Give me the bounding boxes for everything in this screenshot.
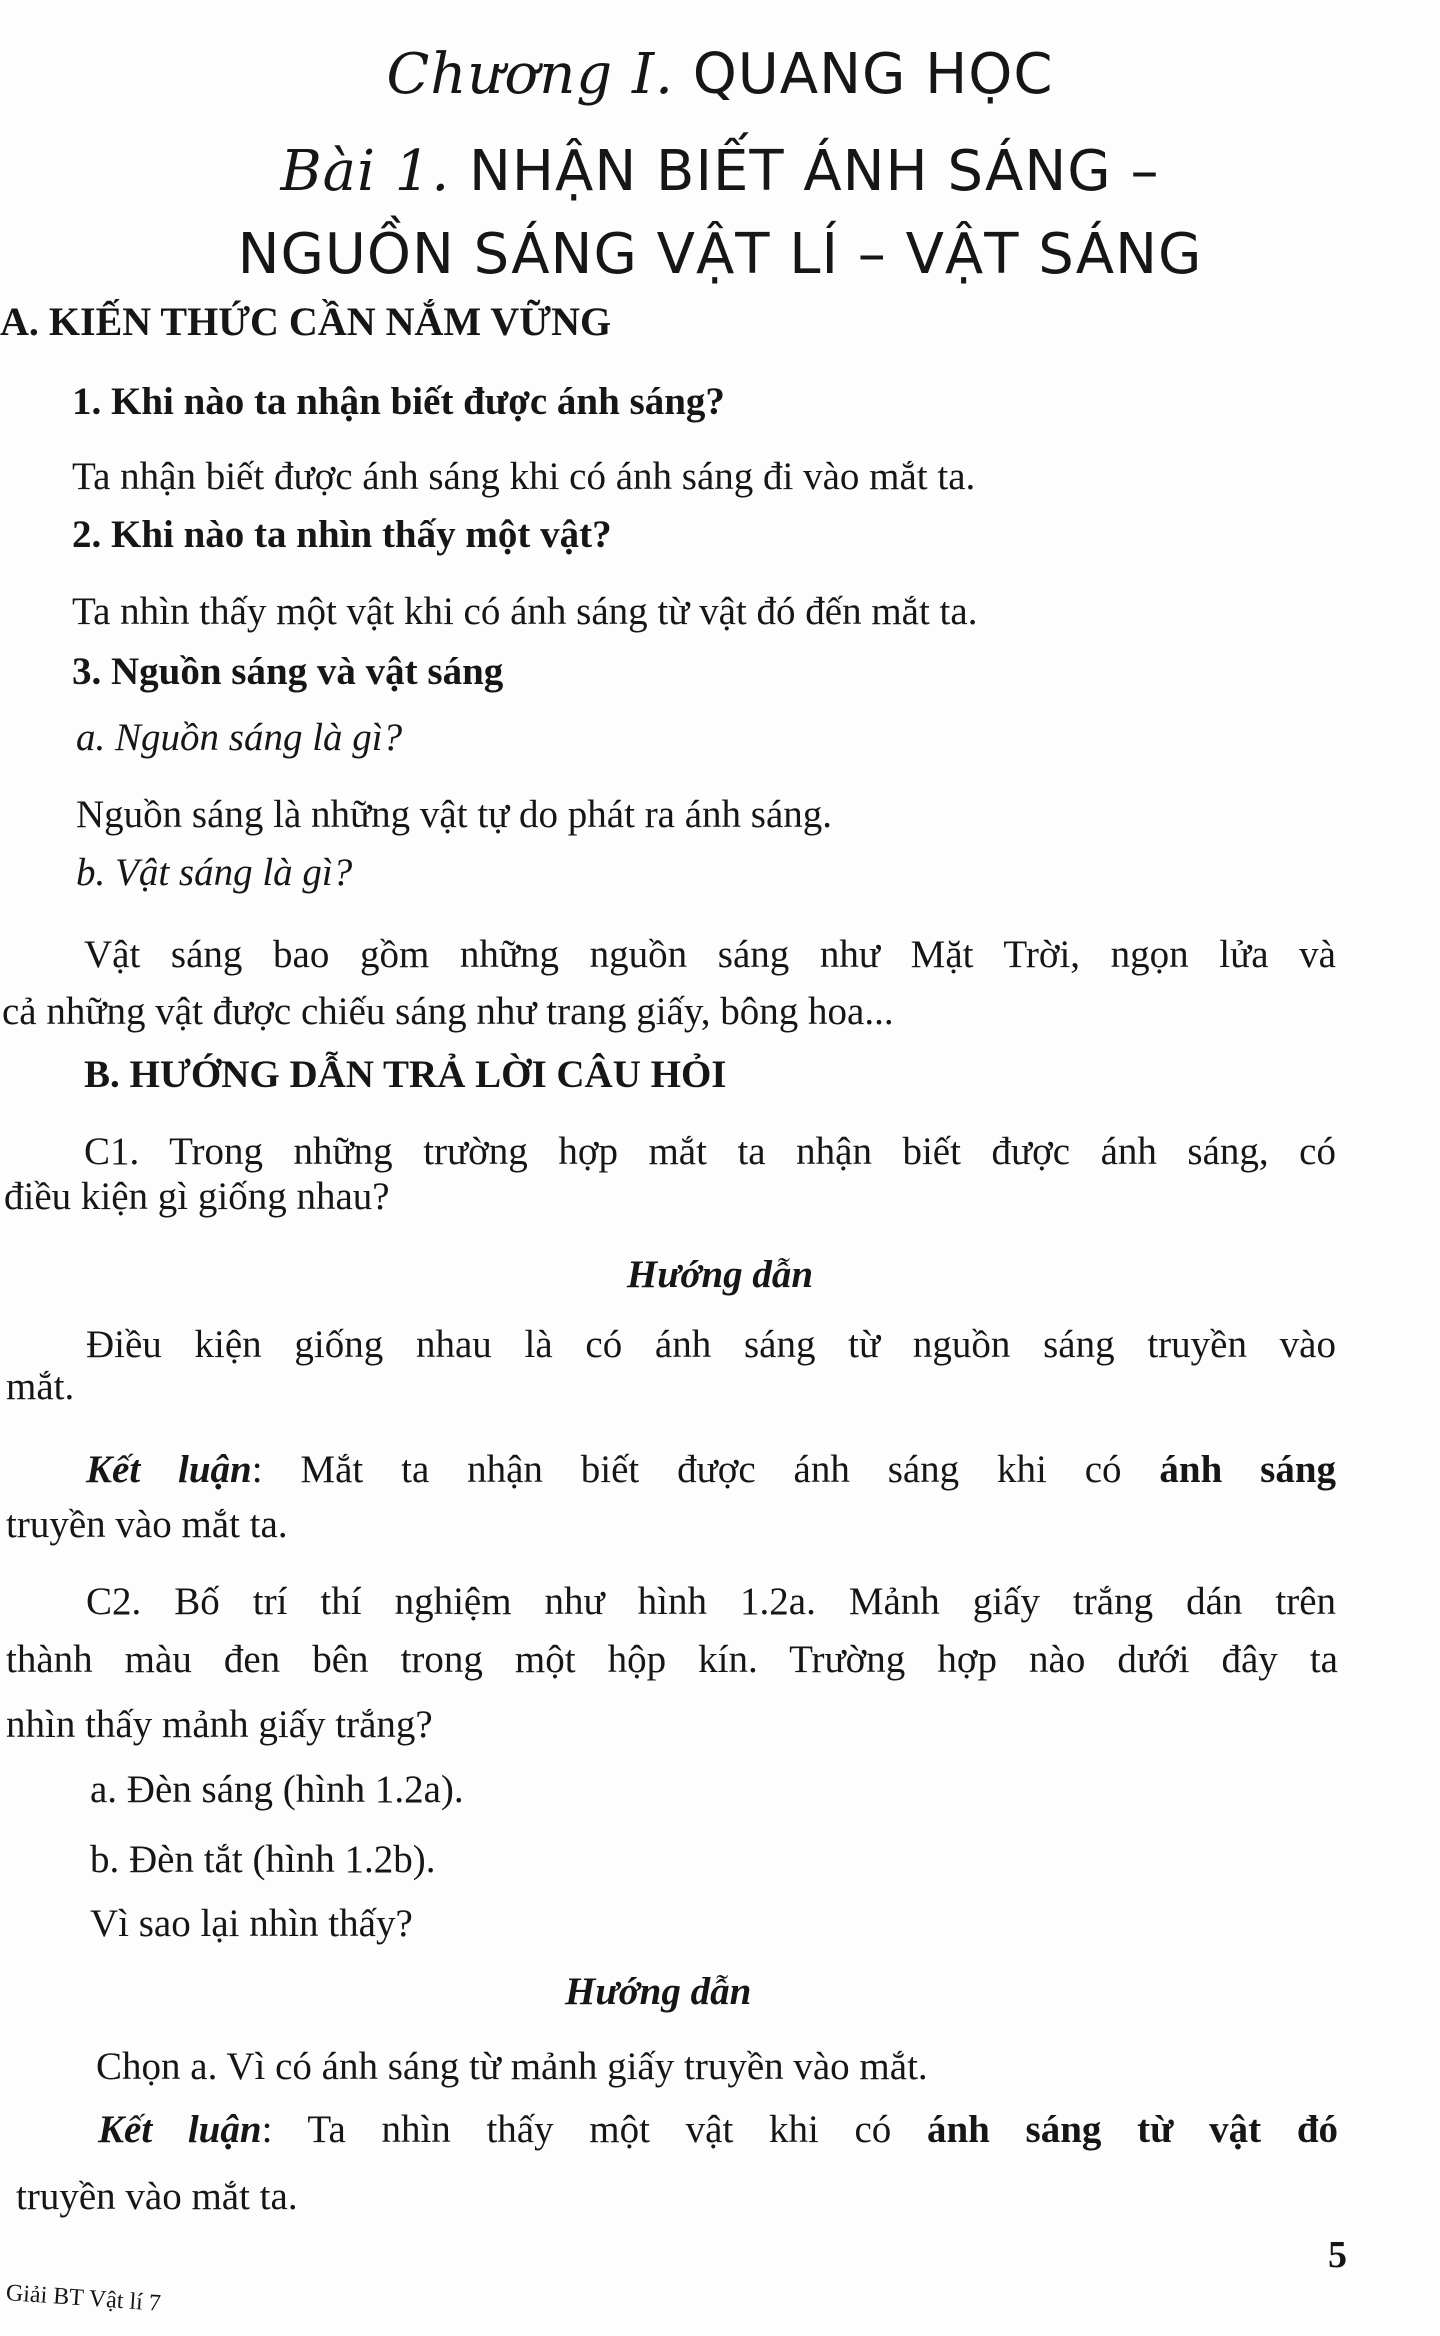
- answer-3b-line2: cả những vật được chiếu sáng như trang giấy, bông hoa...: [2, 990, 894, 1033]
- c2-why: Vì sao lại nhìn thấy?: [90, 1902, 413, 1945]
- c2-guide-label: Hướng dẫn: [565, 1970, 752, 2013]
- section-b-heading: B. HƯỚNG DẪN TRẢ LỜI CÂU HỎI: [84, 1053, 727, 1096]
- conclusion-label: Kết luận: [86, 1448, 252, 1491]
- conclusion-text: : Ta nhìn thấy một vật khi có: [261, 2108, 927, 2151]
- c2-option-b: b. Đèn tắt (hình 1.2b).: [90, 1838, 436, 1881]
- c2-line2: thành màu đen bên trong một hộp kín. Trường hợp nào dưới đây ta: [6, 1638, 1338, 1681]
- lesson-title-line1: [0, 137, 1440, 207]
- chapter-title: [0, 40, 1440, 110]
- c1-answer-line2: mắt.: [6, 1365, 75, 1408]
- chapter-name: QUANG HỌC: [692, 42, 1054, 107]
- c2-line3: nhìn thấy mảnh giấy trắng?: [6, 1703, 433, 1746]
- c1-line2: điều kiện gì giống nhau?: [4, 1175, 390, 1218]
- c2-option-a: a. Đèn sáng (hình 1.2a).: [90, 1768, 464, 1811]
- conclusion-emphasis: ánh sáng từ vật đó: [926, 2108, 1339, 2151]
- chapter-prefix: Chương I.: [386, 42, 674, 107]
- answer-1: Ta nhận biết được ánh sáng khi có ánh sáng đi vào mắt ta.: [72, 455, 976, 498]
- question-3: 3. Nguồn sáng và vật sáng: [72, 650, 504, 693]
- question-3a: a. Nguồn sáng là gì?: [76, 716, 403, 759]
- lesson-title-line2: NGUỒN SÁNG VẬT LÍ – VẬT SÁNG: [237, 222, 1203, 287]
- c1-guide-label: Hướng dẫn: [626, 1253, 814, 1296]
- c1-line1: C1. Trong những trường hợp mắt ta nhận biết được ánh sáng, có: [84, 1130, 1336, 1173]
- question-3b: b. Vật sáng là gì?: [76, 851, 353, 894]
- footer-book-title: Giải BT Vật lí 7: [5, 2280, 162, 2317]
- c1-conclusion-line2: truyền vào mắt ta.: [6, 1503, 288, 1546]
- c2-conclusion-line1: [98, 2105, 1338, 2155]
- c2-answer: Chọn a. Vì có ánh sáng từ mảnh giấy truyền vào mắt.: [96, 2045, 928, 2088]
- section-a-heading: A. KIẾN THỨC CẦN NẮM VỮNG: [0, 299, 612, 344]
- answer-2: Ta nhìn thấy một vật khi có ánh sáng từ vật đó đến mắt ta.: [72, 590, 978, 633]
- conclusion-label: Kết luận: [98, 2108, 262, 2151]
- conclusion-emphasis: ánh sáng: [1159, 1448, 1337, 1491]
- answer-3b-line1: Vật sáng bao gồm những nguồn sáng như Mặt Trời, ngọn lửa và: [84, 933, 1336, 976]
- answer-3a: Nguồn sáng là những vật tự do phát ra ánh sáng.: [76, 793, 833, 836]
- c2-line1: C2. Bố trí thí nghiệm như hình 1.2a. Mảnh giấy trắng dán trên: [86, 1580, 1336, 1623]
- lesson-prefix: Bài 1.: [280, 139, 451, 204]
- question-2: 2. Khi nào ta nhìn thấy một vật?: [72, 513, 612, 556]
- conclusion-text: : Mắt ta nhận biết được ánh sáng khi có: [251, 1448, 1160, 1491]
- c2-conclusion-line2: truyền vào mắt ta.: [16, 2175, 298, 2218]
- page-number: 5: [1328, 2234, 1347, 2276]
- question-1: 1. Khi nào ta nhận biết được ánh sáng?: [72, 380, 725, 423]
- lesson-title-text: NHẬN BIẾT ÁNH SÁNG –: [469, 139, 1160, 204]
- c1-answer-line1: Điều kiện giống nhau là có ánh sáng từ nguồn sáng truyền vào: [86, 1323, 1336, 1366]
- c1-conclusion-line1: [86, 1445, 1336, 1495]
